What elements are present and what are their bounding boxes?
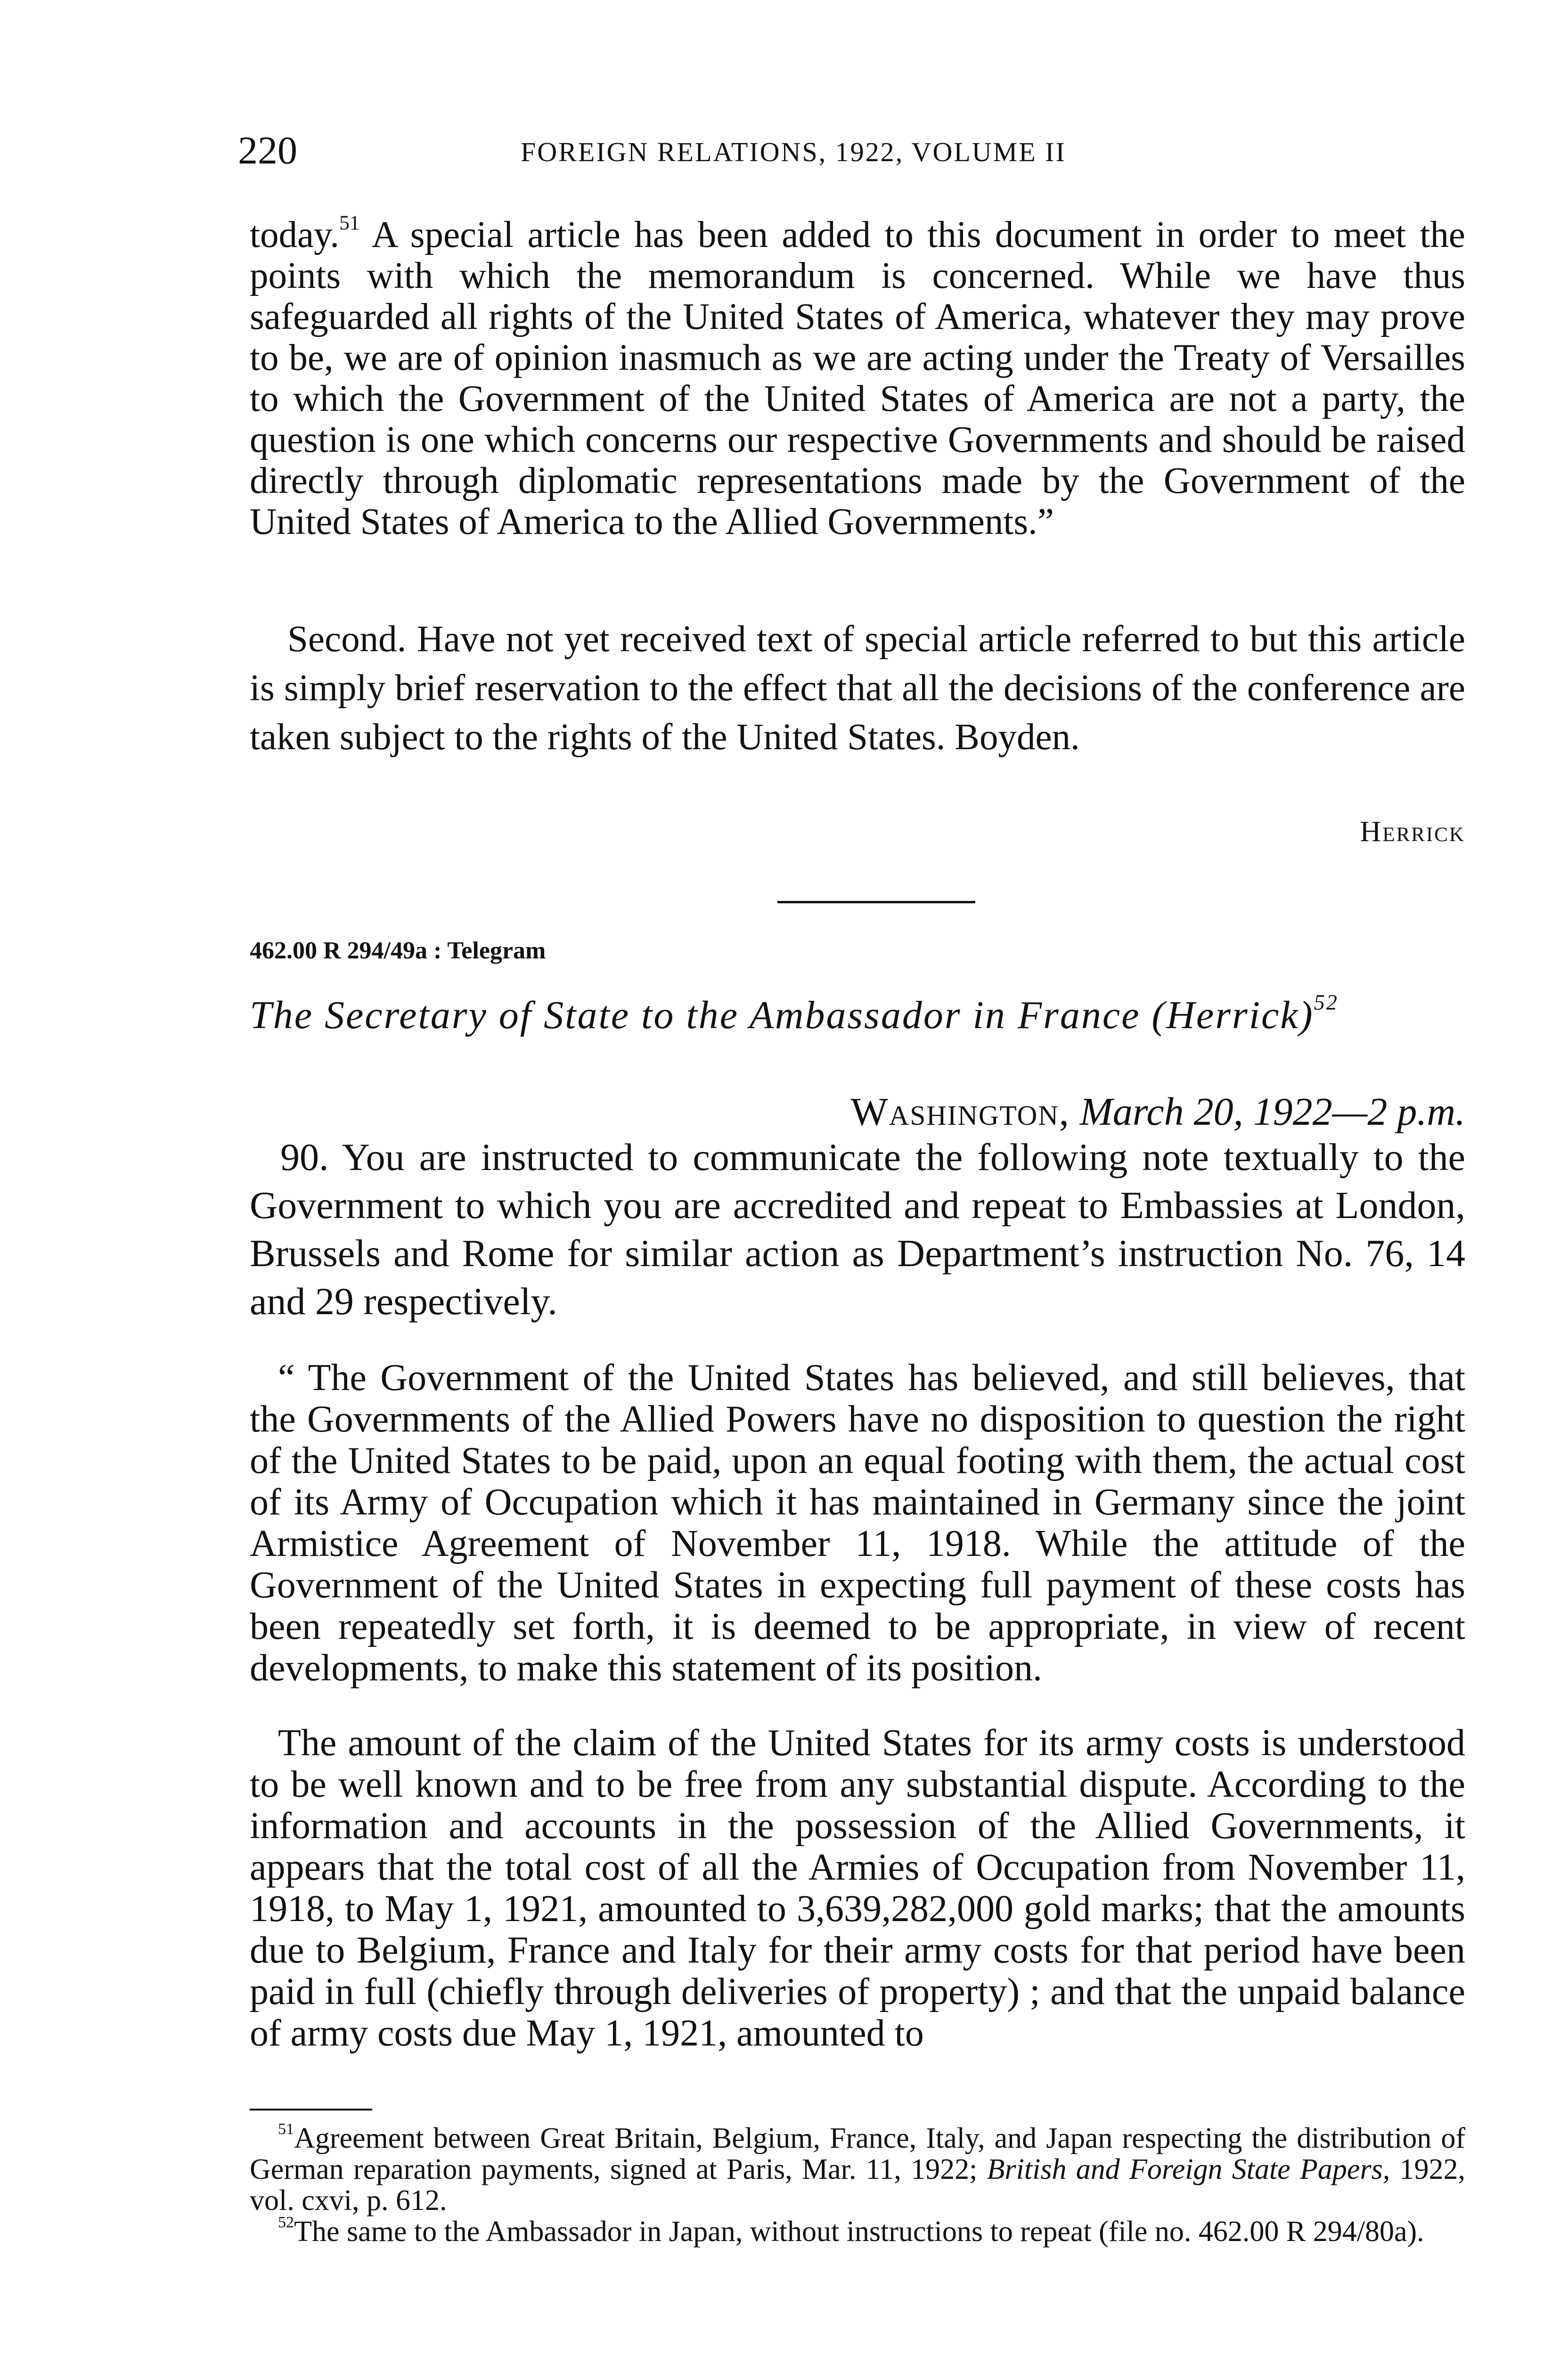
footnotes (250, 2120, 1465, 2248)
footnote-52-text: The same to the Ambassador in Japan, without instructions to repeat (file no. 462.00 R 294/80a). (294, 2216, 1424, 2248)
page-header (238, 125, 1486, 177)
dateline-date: March 20, 1922—2 p.m. (1079, 1090, 1465, 1134)
paragraph-note-2: The amount of the claim of the United States for its army costs is understood to be well known and to be free from any substantial dispute. According to the information and accounts in the possession of the Allied Governments, it appears that the total cost of all the Armies of Occupation from November 11, 1918, to May 1, 1921, amounted to 3,639,282,000 gold marks; that the amounts due to Belgium, France and Italy for their army costs for that period have been paid in full (chiefly through deliveries of property) ; and that the unpaid balance of army costs due May 1, 1921, amounted to (250, 1722, 1465, 2054)
paragraph-text: today. (250, 214, 340, 255)
dateline-place: Washington, (850, 1090, 1070, 1134)
section-divider (777, 901, 975, 903)
footnote-51 (250, 2120, 1465, 2217)
footnote-51-text-a: Agreement between Great Britain, Belgium, France, Italy, and Japan respecting the distribution of German reparation payments, signed at Paris, Mar. 11, 1922; (250, 2122, 1465, 2185)
paragraph-instruction: 90. You are instructed to communicate the following note textually to the Government to which you are accredited and repeat to Embassies at London, Brussels and Rome for similar action as Department’s instruction No. 76, 14 and 29 respectively. (250, 1136, 1465, 1323)
page-number: 220 (238, 129, 297, 172)
signature-herrick: Herrick (1360, 816, 1465, 848)
paragraph-second: Second. Have not yet received text of special article referred to but this article is simply brief reservation to the effect that all the decisions of the conference are taken subject to the rights of the United States. Boyden. (250, 619, 1465, 758)
footnote-ref-52: 52 (1314, 990, 1339, 1014)
footnote-52 (250, 2216, 1465, 2247)
footnote-divider (250, 2109, 372, 2111)
footnote-ref-51: 51 (339, 212, 360, 235)
paragraph-note-1: “ The Government of the United States has believed, and still believes, that the Governments of the Allied Powers have no disposition to question the right of the United States to be paid, upon an equal footing with them, the actual cost of its Army of Occupation which it has maintained in Germany since the joint Armistice Agreement of November 11, 1918. While the attitude of the Government of the United States in expecting full payment of these costs has been repeatedly set forth, it is deemed to be appropriate, in view of recent developments, to make this statement of its position. (250, 1357, 1465, 1689)
running-title: FOREIGN RELATIONS, 1922, VOLUME II (521, 137, 1066, 167)
paragraph-text-rest: A special article has been added to this document in order to meet the points with which the memorandum is concerned. While we have thus safeguarded all rights of the United States of America, whatever they may prove to be, we are of opinion inasmuch as we are acting under the Treaty of Versailles to which the Government of the United States of America are not a party, the question is one which concerns our respective Governments and should be raised directly through diplomatic representations made by the Government of the United States of America to the Allied Governments.” (250, 214, 1465, 542)
document-title (250, 990, 1339, 1041)
footnote-mark-51: 51 (278, 2120, 294, 2138)
paragraph-continuation (250, 214, 1465, 542)
footnote-51-text-b: 1922, vol. cxvi, p. 612. (250, 2153, 1465, 2217)
document-title-text: The Secretary of State to the Ambassador in France (Herrick) (250, 993, 1314, 1037)
file-reference: 462.00 R 294/49a : Telegram (250, 937, 546, 964)
footnote-51-italic: British and Foreign State Papers, (987, 2153, 1390, 2185)
footnote-mark-52: 52 (278, 2214, 294, 2232)
dateline (850, 1086, 1465, 1138)
